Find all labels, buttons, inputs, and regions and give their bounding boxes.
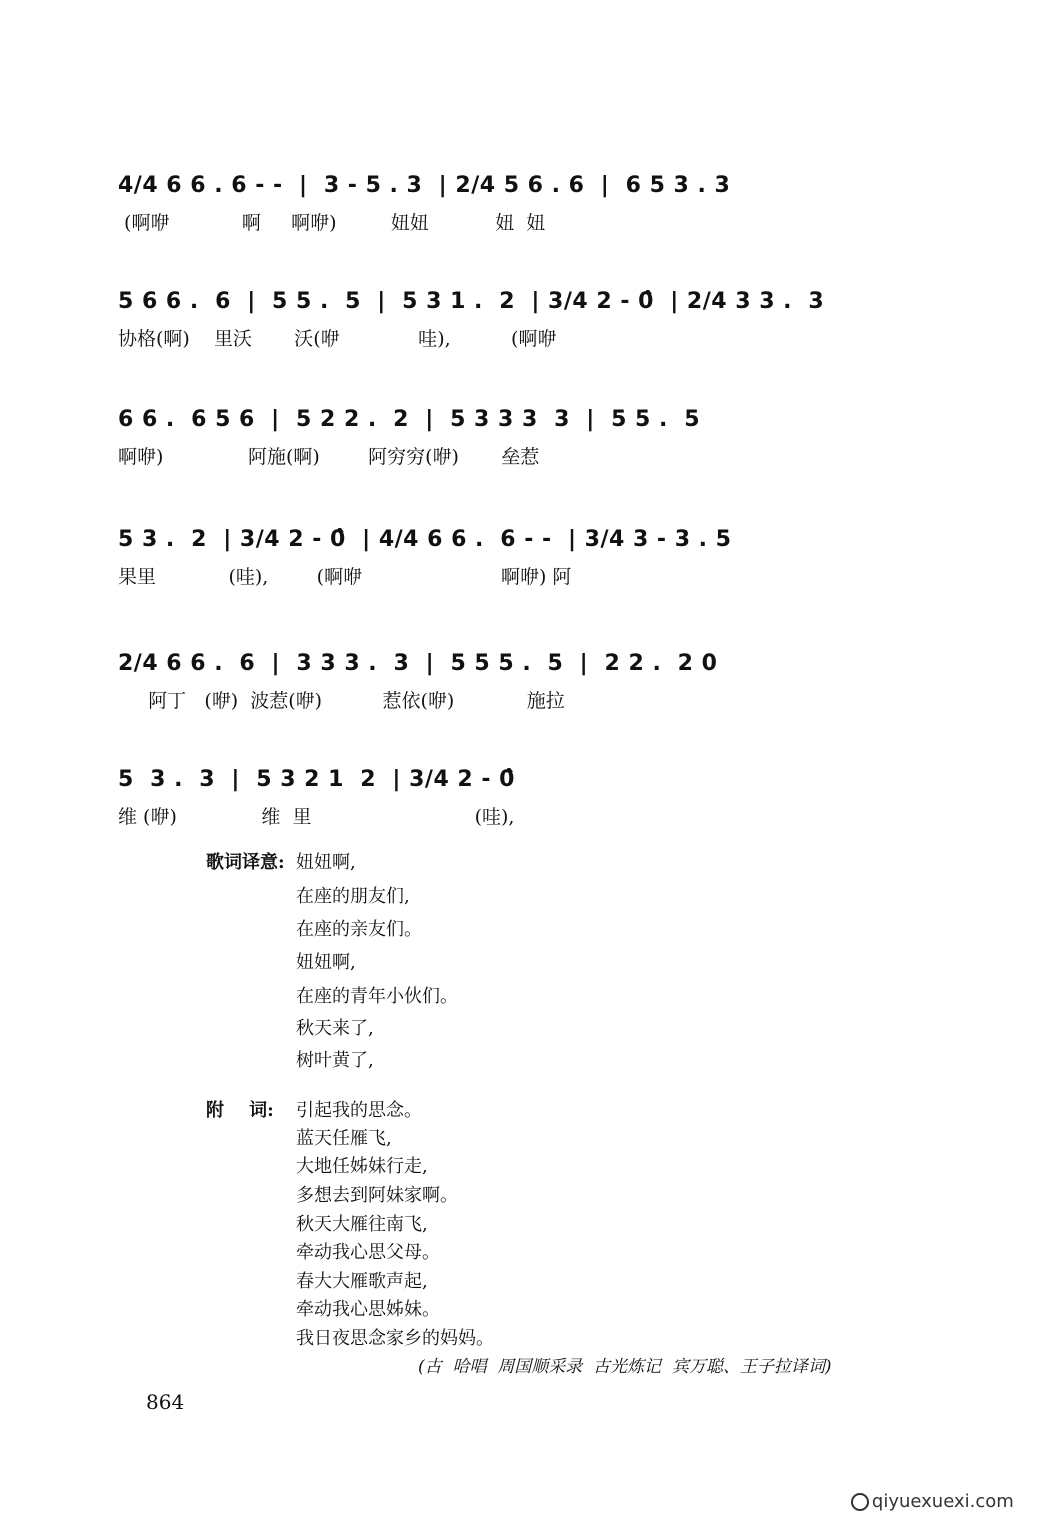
notation-line: 4/4 6 6 . 6 - - | 3 - 5 . 3 | 2/4 5 6 . 6 | 6 5 3 . 3 (118, 173, 731, 198)
notation-line: 5 3 . 2 | 3/4 2 - 0̂ | 4/4 6 6 . 6 - - | 3/4 3 - 3 . 5 (118, 527, 732, 552)
notation-line: 6 6 . 6 5 6 | 5 2 2 . 2 | 5 3 3 3 3 | 5 5 . 5 (118, 407, 701, 432)
lyrics-line: 阿丁 (咿) 波惹(咿) 惹依(咿) 施拉 (118, 690, 565, 712)
score-system-2 (118, 282, 908, 362)
translation-line: 在座的青年小伙们。 (296, 986, 458, 1007)
notation-line: 5 3 . 3 | 5 3 2 1 2 | 3/4 2 - 0̂ (118, 767, 515, 792)
appendix-line: 大地任姊妹行走, (296, 1156, 428, 1177)
appendix-label: 附 词: (206, 1100, 274, 1121)
appendix-line: 牵动我心思姊妹。 (296, 1299, 440, 1320)
appendix-line: 春大大雁歌声起, (296, 1271, 428, 1292)
notation-line: 2/4 6 6 . 6 | 3 3 3 . 3 | 5 5 5 . 5 | 2 2 . 2 0 (118, 651, 718, 676)
credits-line: (古 哈唱 周国顺采录 古光炼记 宾万聪、王子拉译词) (418, 1357, 832, 1377)
translation-line: 在座的朋友们, (296, 886, 410, 907)
appendix-line: 多想去到阿妹家啊。 (296, 1185, 458, 1206)
translation-line: 树叶黄了, (296, 1050, 374, 1071)
score-system-4 (118, 520, 908, 600)
appendix-line: 秋天大雁往南飞, (296, 1214, 428, 1235)
lyrics-line: 协格(啊) 里沃 沃(咿 哇), (啊咿 (118, 328, 557, 350)
score-system-5 (118, 644, 908, 724)
watermark-logo-icon (851, 1493, 869, 1511)
lyrics-line: (啊咿 啊 啊咿) 妞妞 妞 妞 (118, 212, 546, 234)
score-system-3 (118, 400, 908, 480)
appendix-line: 引起我的思念。 (296, 1100, 422, 1121)
page-number: 864 (146, 1390, 185, 1414)
translation-label: 歌词译意: (206, 852, 285, 873)
appendix-line: 蓝天任雁飞, (296, 1128, 392, 1149)
site-watermark (828, 1470, 1014, 1533)
lyrics-line: 果里 (哇), (啊咿 啊咿) 阿 (118, 566, 572, 588)
appendix-line: 我日夜思念家乡的妈妈。 (296, 1328, 494, 1349)
appendix-line: 牵动我心思父母。 (296, 1242, 440, 1263)
translation-line: 妞妞啊, (296, 852, 356, 873)
lyrics-line: 维 (咿) 维 里 (哇), (118, 806, 515, 828)
translation-line: 在座的亲友们。 (296, 919, 422, 940)
score-system-6 (118, 760, 908, 840)
translation-line: 妞妞啊, (296, 952, 356, 973)
notation-line: 5 6 6 . 6 | 5 5 . 5 | 5 3 1 . 2 | 3/4 2 - 0̂ | 2/4 3 3 . 3 (118, 289, 825, 314)
score-system-1 (118, 166, 908, 246)
lyrics-line: 啊咿) 阿施(啊) 阿穷穷(咿) 垒惹 (118, 446, 540, 468)
translation-line: 秋天来了, (296, 1018, 374, 1039)
watermark-text: qiyuexuexi.com (871, 1491, 1014, 1512)
